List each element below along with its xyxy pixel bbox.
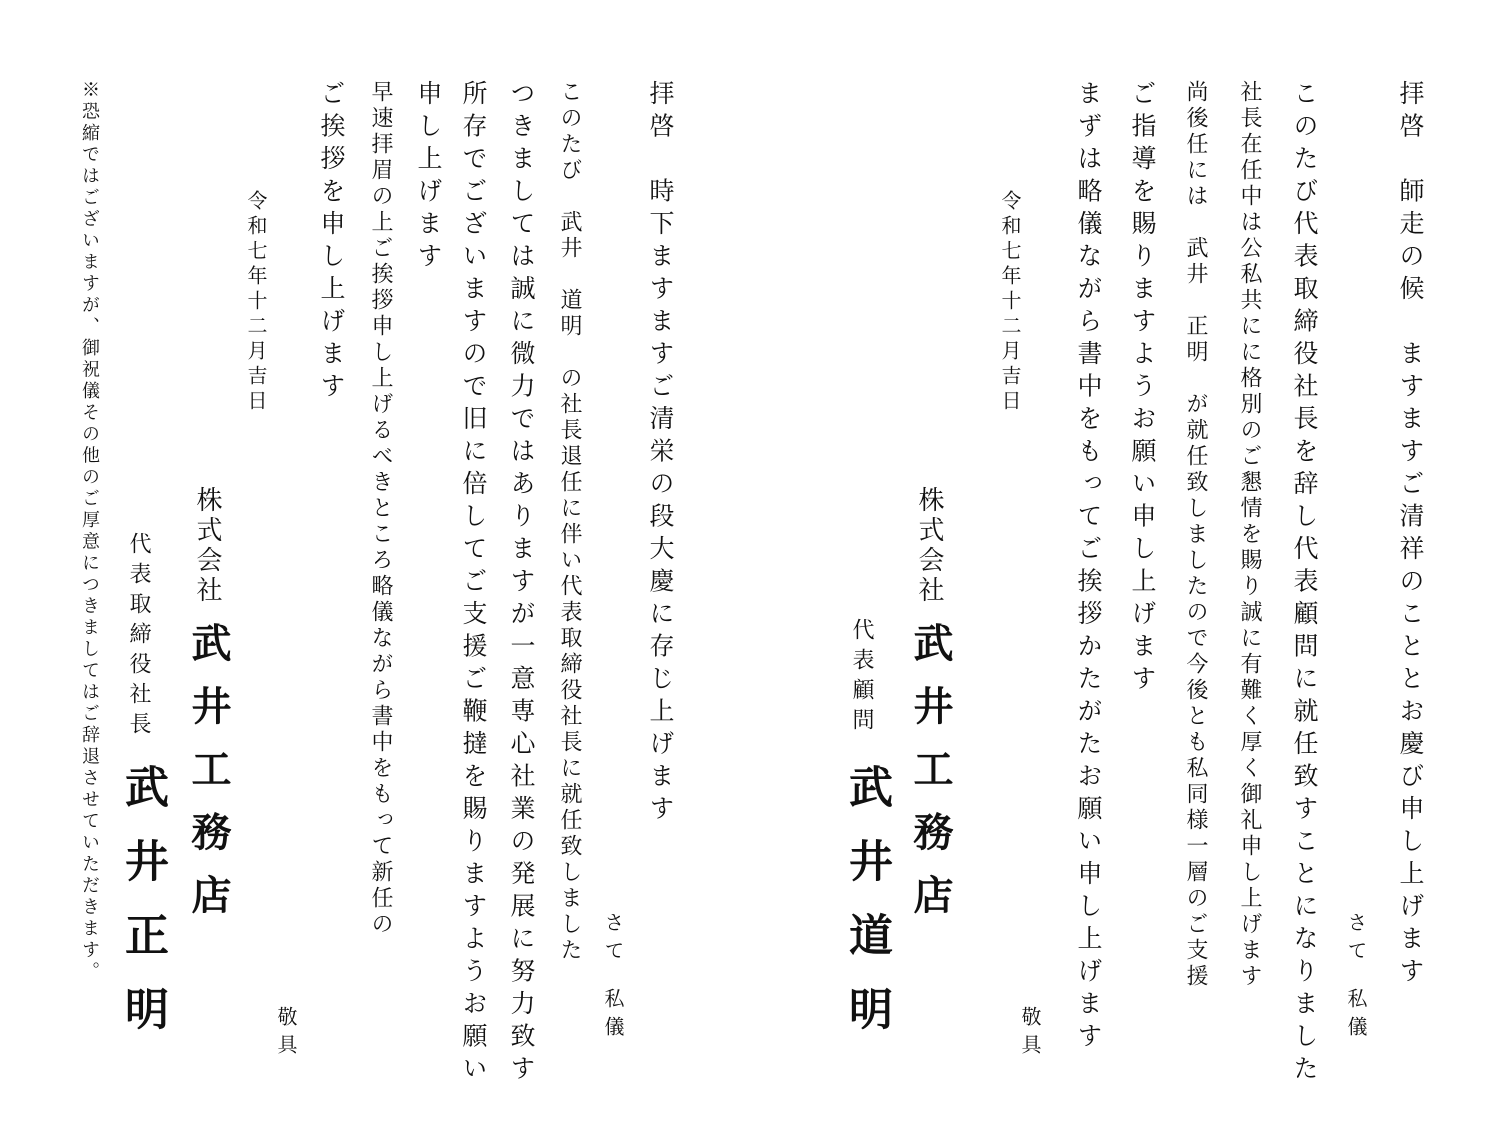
left-date: 令和七年十二月吉日 [244, 190, 268, 415]
right-company-name: 武井工務店 [907, 622, 954, 937]
right-name: 武井道明 [841, 764, 892, 1060]
right-body-line-2: 社長在任中は公私共にに格別のご懇情を賜り誠に有難く厚く御礼申し上げます [1237, 80, 1262, 990]
right-title: 代表顧問 [849, 618, 874, 738]
right-body-line-1: このたび代表取締役社長を辞し代表顧問に就任致すことになりました [1290, 80, 1319, 1088]
right-closing: 敬具 [1018, 1006, 1042, 1062]
left-company-name: 武井工務店 [185, 622, 232, 937]
right-sate: さて [1344, 912, 1368, 968]
right-company-prefix: 株式会社 [914, 486, 944, 606]
left-body-line-3: 所存でございますので旧に倍してご支援ご鞭撻を賜りますようお願い [459, 80, 488, 1088]
declination-note: ※恐縮ではございますが、御祝儀その他のご厚意につきましてはご辞退させていただきます。 [79, 80, 100, 983]
left-watakushigi: 私儀 [601, 988, 625, 1044]
left-body-line-6: ご挨拶を申し上げます [317, 80, 346, 405]
right-body-line-5: まずは略儀ながら書中をもってご挨拶かたがたお願い申し上げます [1074, 80, 1103, 1055]
left-opening: 拝啓 時下ますますご清栄の段大慶に存じ上げます [646, 80, 675, 828]
right-date: 令和七年十二月吉日 [998, 190, 1022, 415]
right-opening: 拝啓 師走の候 ますますご清祥のこととお慶び申し上げます [1396, 80, 1425, 990]
right-body-line-3: 尚後任には 武井 正明 が就任致しましたので今後とも私同様一層のご支援 [1183, 80, 1208, 990]
right-body-line-4: ご指導を賜りますようお願い申し上げます [1128, 80, 1157, 698]
left-sate: さて [601, 912, 625, 968]
left-body-line-1: このたび 武井 道明 の社長退任に伴い代表取締役社長に就任致しました [557, 80, 582, 964]
right-watakushigi: 私儀 [1344, 988, 1368, 1044]
left-body-line-5: 早速拝眉の上ご挨拶申し上げるべきところ略儀ながら書中をもって新任の [368, 80, 393, 938]
left-body-line-4: 申し上げます [414, 80, 443, 275]
left-company-prefix: 株式会社 [192, 486, 222, 606]
left-title: 代表取締役社長 [126, 532, 151, 742]
left-body-line-2: つきましては誠に微力ではありますが一意専心社業の発展に努力致す [507, 80, 536, 1088]
left-name: 武井正明 [117, 764, 168, 1060]
left-closing: 敬具 [274, 1006, 298, 1062]
